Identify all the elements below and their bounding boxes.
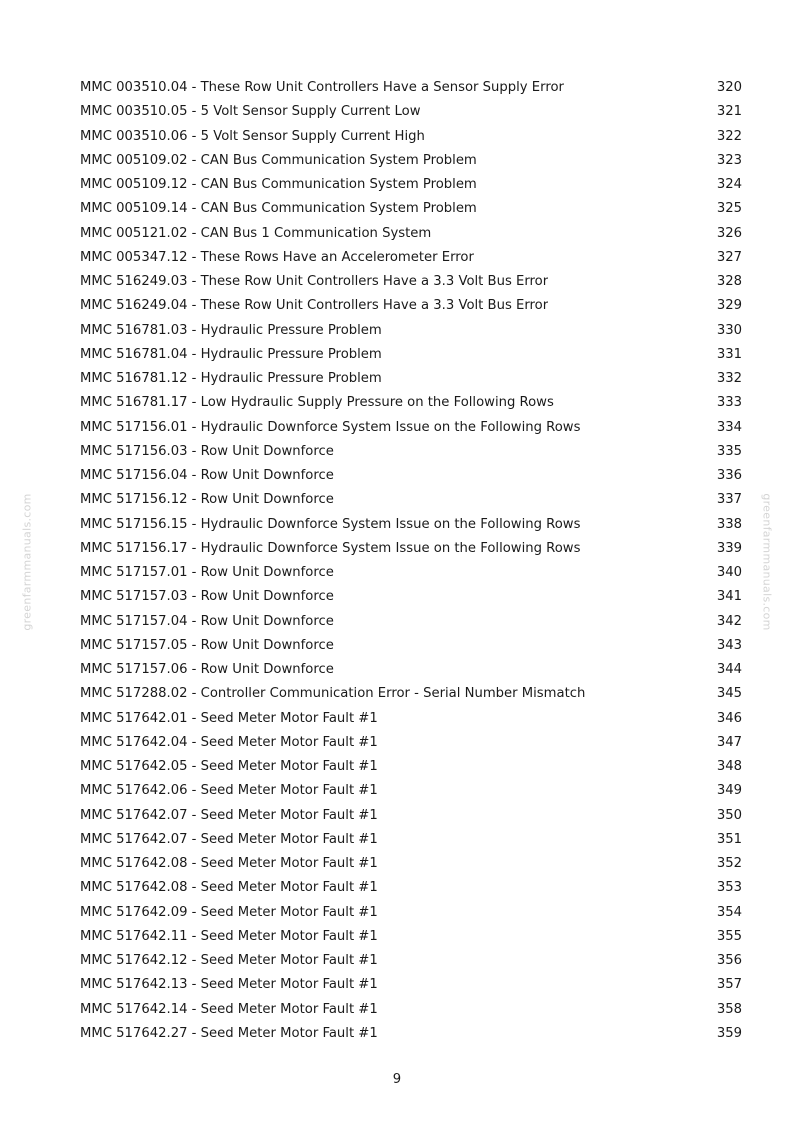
toc-entry-page: 328 xyxy=(716,274,742,289)
toc-entry[interactable] xyxy=(80,998,742,1022)
toc-entry[interactable] xyxy=(80,731,742,755)
toc-entry-page: 324 xyxy=(716,177,742,192)
toc-entry[interactable] xyxy=(80,294,742,318)
toc-entry-title: MMC 517642.04 - Seed Meter Motor Fault #1 xyxy=(80,734,378,750)
toc-entry-title: MMC 517642.05 - Seed Meter Motor Fault #1 xyxy=(80,759,378,774)
toc-entry-title: MMC 517642.13 - Seed Meter Motor Fault #1 xyxy=(80,977,378,993)
toc-entry-page: 349 xyxy=(716,783,742,799)
toc-entry-title: MMC 517156.17 - Hydraulic Downforce System Issue on the Following Rows xyxy=(80,540,581,556)
toc-entry-title: MMC 517642.11 - Seed Meter Motor Fault #1 xyxy=(80,928,378,944)
toc-entry-page: 329 xyxy=(716,298,742,314)
toc-entry-page: 354 xyxy=(716,904,742,920)
toc-entry-title: MMC 517642.09 - Seed Meter Motor Fault #1 xyxy=(80,904,378,920)
toc-entry[interactable] xyxy=(80,125,742,149)
toc-entry-title: MMC 517642.01 - Seed Meter Motor Fault #1 xyxy=(80,710,378,726)
toc-entry[interactable] xyxy=(80,707,742,731)
toc-entry[interactable] xyxy=(80,319,742,343)
toc-entry[interactable] xyxy=(80,464,742,488)
toc-entry-page: 352 xyxy=(716,856,742,871)
toc-entry[interactable] xyxy=(80,610,742,634)
toc-entry-page: 348 xyxy=(716,759,742,774)
toc-entry[interactable] xyxy=(80,949,742,973)
toc-entry[interactable] xyxy=(80,804,742,828)
toc-entry-page: 334 xyxy=(716,419,742,435)
toc-entry-page: 321 xyxy=(716,104,742,120)
toc-entry-title: MMC 517157.06 - Row Unit Downforce xyxy=(80,662,334,677)
toc-entry-title: MMC 003510.04 - These Row Unit Controllers Have a Sensor Supply Error xyxy=(80,80,564,95)
toc-entry-page: 356 xyxy=(716,953,742,968)
toc-entry-page: 346 xyxy=(716,710,742,726)
toc-entry-page: 338 xyxy=(716,516,742,532)
toc-entry-page: 327 xyxy=(716,249,742,265)
toc-entry[interactable] xyxy=(80,416,742,440)
toc-entry-title: MMC 517642.08 - Seed Meter Motor Fault #1 xyxy=(80,856,378,871)
toc-entry[interactable] xyxy=(80,367,742,391)
toc-entry-title: MMC 005109.02 - CAN Bus Communication System Problem xyxy=(80,152,477,168)
toc-entry-title: MMC 517157.05 - Row Unit Downforce xyxy=(80,637,334,653)
toc-entry-title: MMC 517642.08 - Seed Meter Motor Fault #1 xyxy=(80,880,378,896)
toc-entry[interactable] xyxy=(80,755,742,779)
toc-entry-title: MMC 516781.12 - Hydraulic Pressure Problem xyxy=(80,371,382,386)
toc-entry[interactable] xyxy=(80,246,742,270)
toc-entry-title: MMC 516249.04 - These Row Unit Controllers Have a 3.3 Volt Bus Error xyxy=(80,298,549,314)
table-of-contents xyxy=(80,76,742,1046)
toc-entry-page: 320 xyxy=(716,80,742,95)
toc-entry[interactable] xyxy=(80,173,742,197)
toc-entry-page: 345 xyxy=(716,686,742,702)
toc-entry-page: 359 xyxy=(716,1025,742,1041)
toc-entry-title: MMC 517642.07 - Seed Meter Motor Fault #1 xyxy=(80,831,378,847)
toc-entry[interactable] xyxy=(80,440,742,464)
toc-entry-page: 325 xyxy=(716,201,742,217)
toc-entry-title: MMC 517157.03 - Row Unit Downforce xyxy=(80,589,334,605)
toc-entry-title: MMC 517157.04 - Row Unit Downforce xyxy=(80,613,334,629)
toc-entry-page: 335 xyxy=(716,443,742,459)
toc-entry[interactable] xyxy=(80,779,742,803)
toc-entry-page: 331 xyxy=(716,346,742,362)
toc-entry-page: 337 xyxy=(716,492,742,508)
toc-entry[interactable] xyxy=(80,270,742,294)
toc-entry-page: 350 xyxy=(716,807,742,823)
toc-entry-page: 339 xyxy=(716,540,742,556)
toc-entry-title: MMC 517156.04 - Row Unit Downforce xyxy=(80,468,334,483)
toc-entry[interactable] xyxy=(80,682,742,706)
toc-entry[interactable] xyxy=(80,828,742,852)
toc-entry[interactable] xyxy=(80,343,742,367)
toc-entry[interactable] xyxy=(80,852,742,876)
toc-entry[interactable] xyxy=(80,1022,742,1046)
toc-entry-page: 336 xyxy=(716,468,742,483)
toc-entry-title: MMC 005109.14 - CAN Bus Communication System Problem xyxy=(80,201,477,217)
watermark-left: greenfarmmanuals.com xyxy=(20,493,34,631)
toc-entry[interactable] xyxy=(80,513,742,537)
toc-entry-title: MMC 516781.04 - Hydraulic Pressure Problem xyxy=(80,346,382,362)
toc-entry-title: MMC 005109.12 - CAN Bus Communication System Problem xyxy=(80,177,477,192)
toc-entry-title: MMC 517156.15 - Hydraulic Downforce System Issue on the Following Rows xyxy=(80,516,581,532)
toc-entry[interactable] xyxy=(80,634,742,658)
toc-entry-page: 347 xyxy=(716,734,742,750)
toc-entry[interactable] xyxy=(80,197,742,221)
toc-entry[interactable] xyxy=(80,901,742,925)
toc-entry-page: 357 xyxy=(716,977,742,993)
toc-entry-title: MMC 003510.05 - 5 Volt Sensor Supply Current Low xyxy=(80,104,421,120)
toc-entry-page: 342 xyxy=(716,613,742,629)
toc-entry[interactable] xyxy=(80,100,742,124)
toc-entry-title: MMC 517157.01 - Row Unit Downforce xyxy=(80,565,334,580)
toc-entry-title: MMC 005347.12 - These Rows Have an Accelerometer Error xyxy=(80,249,474,265)
toc-entry-page: 355 xyxy=(716,928,742,944)
toc-entry[interactable] xyxy=(80,561,742,585)
toc-entry-page: 340 xyxy=(716,565,742,580)
toc-entry-page: 344 xyxy=(716,662,742,677)
toc-entry-title: MMC 517156.01 - Hydraulic Downforce System Issue on the Following Rows xyxy=(80,419,581,435)
toc-entry[interactable] xyxy=(80,585,742,609)
toc-entry-title: MMC 517156.12 - Row Unit Downforce xyxy=(80,492,334,508)
toc-entry-title: MMC 517642.07 - Seed Meter Motor Fault #1 xyxy=(80,807,378,823)
toc-entry-page: 326 xyxy=(716,225,742,241)
toc-entry[interactable] xyxy=(80,925,742,949)
toc-entry-title: MMC 516781.03 - Hydraulic Pressure Problem xyxy=(80,322,382,338)
toc-entry[interactable] xyxy=(80,222,742,246)
toc-entry-title: MMC 517288.02 - Controller Communication Error - Serial Number Mismatch xyxy=(80,686,586,702)
toc-entry-title: MMC 516249.03 - These Row Unit Controllers Have a 3.3 Volt Bus Error xyxy=(80,274,549,289)
toc-entry[interactable] xyxy=(80,537,742,561)
toc-entry[interactable] xyxy=(80,149,742,173)
toc-entry-page: 341 xyxy=(716,589,742,605)
toc-entry[interactable] xyxy=(80,76,742,100)
toc-entry-title: MMC 005121.02 - CAN Bus 1 Communication System xyxy=(80,225,432,241)
toc-entry-title: MMC 517642.12 - Seed Meter Motor Fault #1 xyxy=(80,953,378,968)
toc-entry-page: 353 xyxy=(716,880,742,896)
toc-entry-page: 351 xyxy=(716,831,742,847)
toc-entry[interactable] xyxy=(80,876,742,900)
toc-entry-page: 323 xyxy=(716,152,742,168)
toc-entry-title: MMC 517642.14 - Seed Meter Motor Fault #1 xyxy=(80,1001,378,1017)
toc-entry-page: 322 xyxy=(716,128,742,144)
toc-entry-page: 333 xyxy=(716,395,742,411)
page-number: 9 xyxy=(392,1072,402,1087)
toc-entry[interactable] xyxy=(80,488,742,512)
watermark-right: greenfarmmanuals.com xyxy=(760,493,774,631)
toc-entry-page: 332 xyxy=(716,371,742,386)
toc-entry-page: 343 xyxy=(716,637,742,653)
toc-entry-title: MMC 517642.06 - Seed Meter Motor Fault #1 xyxy=(80,783,378,799)
toc-entry[interactable] xyxy=(80,658,742,682)
toc-entry[interactable] xyxy=(80,973,742,997)
toc-entry-title: MMC 517156.03 - Row Unit Downforce xyxy=(80,443,334,459)
toc-entry[interactable] xyxy=(80,391,742,415)
toc-entry-title: MMC 516781.17 - Low Hydraulic Supply Pressure on the Following Rows xyxy=(80,395,554,411)
toc-entry-title: MMC 003510.06 - 5 Volt Sensor Supply Current High xyxy=(80,128,425,144)
toc-entry-title: MMC 517642.27 - Seed Meter Motor Fault #1 xyxy=(80,1025,378,1041)
toc-entry-page: 358 xyxy=(716,1001,742,1017)
toc-entry-page: 330 xyxy=(716,322,742,338)
